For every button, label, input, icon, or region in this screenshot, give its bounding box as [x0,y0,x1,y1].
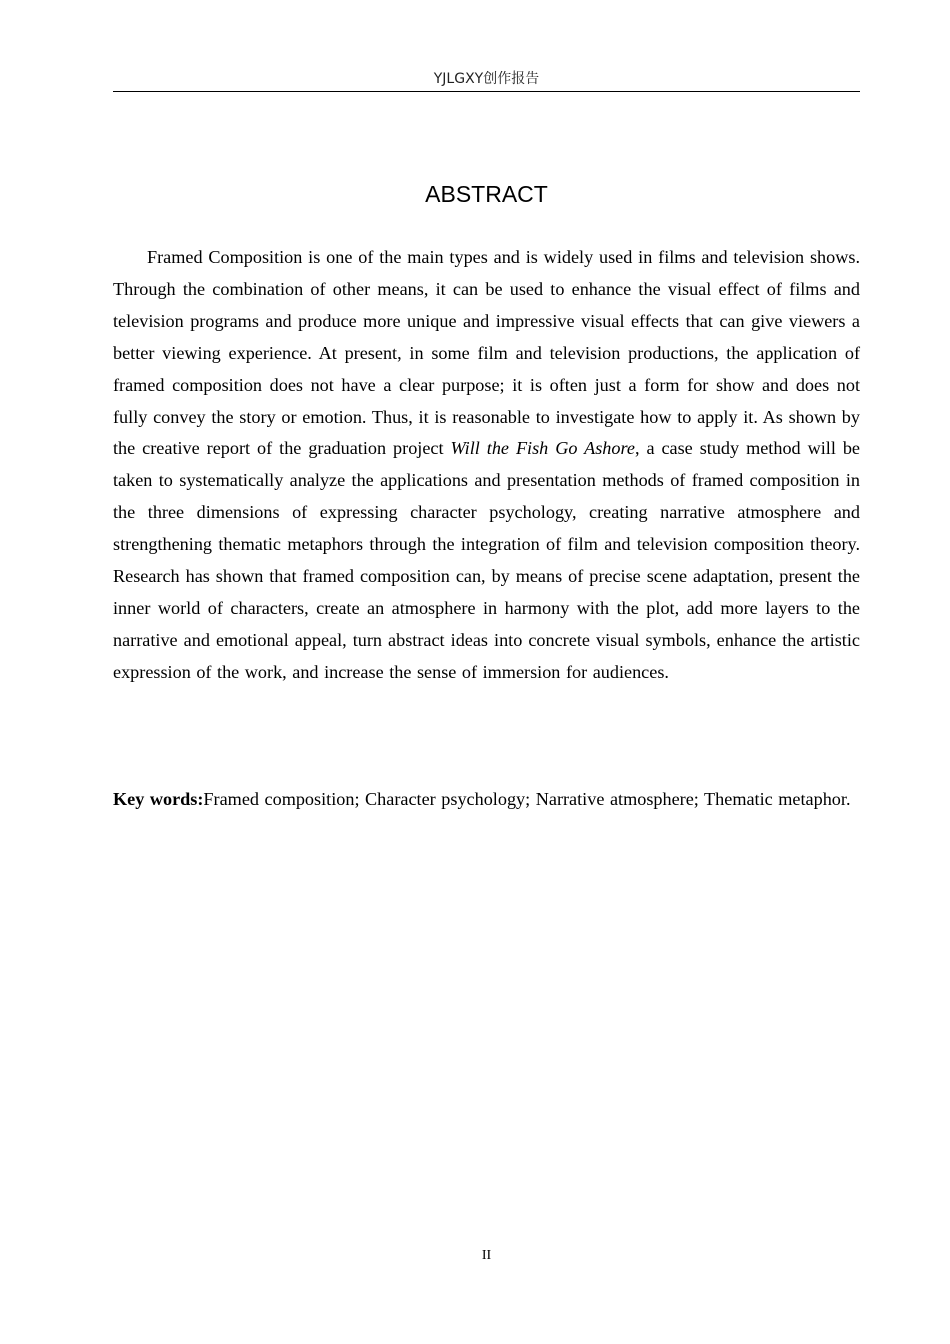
abstract-paragraph [113,242,860,689]
header-divider [113,91,860,92]
page-header [113,68,860,90]
keywords-paragraph [113,784,860,816]
abstract-text-part1: Framed Composition is one of the main types and is widely used in films and television shows. Through the combination of other means, it can be used to enhance the visual effect of films and television programs and produce more unique and impressive visual effects that can give viewers a better viewing experience. At present, in some film and television productions, the application of framed composition does not have a clear purpose; it is often just a form for show and does not fully convey the story or emotion. Thus, it is reasonable to investigate how to apply it. As shown by the creative report of the graduation project [113,247,860,459]
keywords-text: Framed composition; Character psychology; Narrative atmosphere; Thematic metaphor. [203,789,851,809]
keywords-label: Key words: [113,789,204,809]
project-title: Will the Fish Go Ashore [450,438,635,459]
header-text: YJLGXY创作报告 [433,71,540,87]
page-number: II [481,1248,492,1263]
abstract-title: ABSTRACT [425,181,548,207]
abstract-text-part2: , a case study method will be taken to systematically analyze the applications and presentation methods of framed composition in the three dimensions of expressing character psychology, creating narrative atmosphere and strengthening thematic metaphors through the integration of film and television composition theory. Research has shown that framed composition can, by means of precise scene adaptation, present the inner world of characters, create an atmosphere in harmony with the plot, add more layers to the narrative and emotional appeal, turn abstract ideas into concrete visual symbols, enhance the artistic expression of the work, and increase the sense of immersion for audiences. [113,438,860,682]
